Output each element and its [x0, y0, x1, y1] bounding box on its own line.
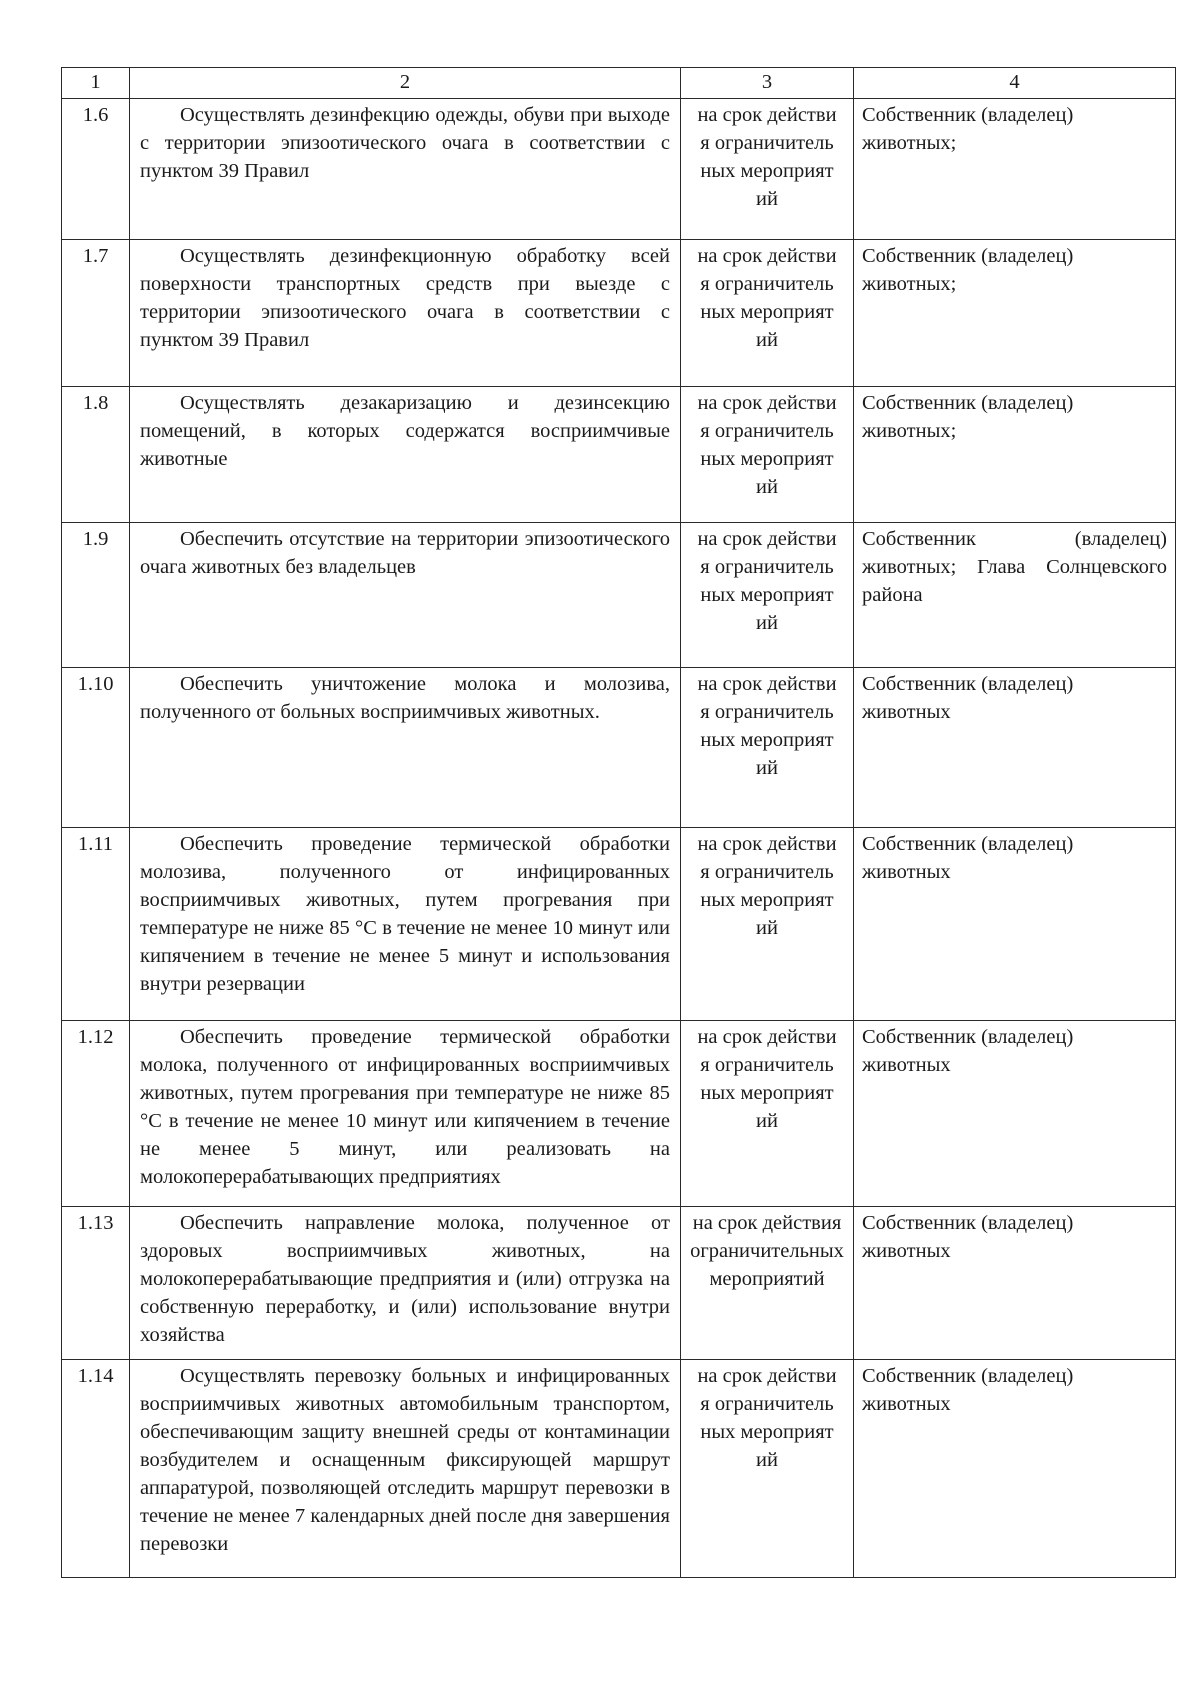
table-row: [62, 240, 1176, 387]
table-row: [62, 523, 1176, 668]
term-text: на срок действия ограничительных мероприятий: [697, 245, 837, 351]
responsible-cell: [854, 668, 1176, 828]
table-header-row: [62, 68, 1176, 99]
term-cell: [681, 1360, 854, 1578]
responsible-text: Собственник (владелец) животных: [862, 1365, 1074, 1415]
table-row: [62, 1207, 1176, 1360]
header-col-1: 1: [62, 68, 130, 99]
measure-text: Обеспечить отсутствие на территории эпизоотического очага животных без владельцев: [140, 528, 670, 578]
measure-cell: [130, 828, 681, 1021]
responsible-text: Собственник (владелец) животных: [862, 1212, 1074, 1262]
row-number: 1.8: [62, 387, 130, 523]
table-row: [62, 828, 1176, 1021]
responsible-cell: [854, 1021, 1176, 1207]
responsible-cell: [854, 99, 1176, 240]
row-number: 1.13: [62, 1207, 130, 1360]
row-number: 1.12: [62, 1021, 130, 1207]
measure-text: Осуществлять дезинфекционную обработку всей поверхности транспортных средств при выезде с территории эпизоотического очага в соответствии с пунктом 39 Правил: [140, 245, 670, 351]
measure-text: Обеспечить уничтожение молока и молозива, полученного от больных восприимчивых животных.: [140, 673, 670, 723]
responsible-text: Собственник (владелец) животных;: [862, 392, 1074, 442]
measure-text: Обеспечить проведение термической обработки молозива, полученного от инфицированных восприимчивых животных, путем прогревания при температуре не ниже 85 °С в течение не менее 10 минут или кипячением в течение не менее 5 минут и использования внутри резервации: [140, 833, 670, 995]
measure-cell: [130, 1207, 681, 1360]
responsible-cell: [854, 523, 1176, 668]
header-col-4: 4: [854, 68, 1176, 99]
term-text: на срок действия ограничительных мероприятий: [697, 1365, 837, 1471]
row-number: 1.11: [62, 828, 130, 1021]
term-cell: [681, 240, 854, 387]
responsible-cell: [854, 1207, 1176, 1360]
measure-text: Обеспечить проведение термической обработки молока, полученного от инфицированных восприимчивых животных, путем прогревания при температуре не ниже 85 °С в течение не менее 10 минут или кипячением в течение не менее 5 минут, или реализовать на молокоперерабатывающих предприятиях: [140, 1026, 670, 1188]
table-row: [62, 99, 1176, 240]
measure-cell: [130, 99, 681, 240]
term-text: на срок действия ограничительных мероприятий: [697, 1026, 837, 1132]
term-cell: [681, 99, 854, 240]
term-text: на срок действия ограничительных мероприятий: [697, 392, 837, 498]
term-text: на срок действия ограничительных мероприятий: [697, 104, 837, 210]
table-row: [62, 1021, 1176, 1207]
measure-cell: [130, 1360, 681, 1578]
responsible-cell: [854, 387, 1176, 523]
term-cell: [681, 668, 854, 828]
measure-text: Осуществлять дезакаризацию и дезинсекцию помещений, в которых содержатся восприимчивые животные: [140, 392, 670, 470]
header-col-3: 3: [681, 68, 854, 99]
responsible-text: Собственник (владелец) животных: [862, 1026, 1074, 1076]
responsible-cell: [854, 828, 1176, 1021]
responsible-text: Собственник (владелец) животных;: [862, 245, 1074, 295]
term-cell: [681, 523, 854, 668]
measure-text: Обеспечить направление молока, полученное от здоровых восприимчивых животных, на молокоперерабатывающие предприятия и (или) отгрузка на собственную переработку, и (или) использование внутри хозяйства: [140, 1212, 670, 1346]
responsible-text: Собственник (владелец) животных: [862, 833, 1074, 883]
table-row: [62, 1360, 1176, 1578]
responsible-cell: [854, 240, 1176, 387]
measure-cell: [130, 240, 681, 387]
table-row: [62, 387, 1176, 523]
term-text: на срок действия ограничительных мероприятий: [697, 528, 837, 634]
term-text: на срок действия ограничительных мероприятий: [690, 1212, 844, 1290]
measure-cell: [130, 523, 681, 668]
measure-cell: [130, 1021, 681, 1207]
row-number: 1.6: [62, 99, 130, 240]
responsible-text: Собственник (владелец) животных;: [862, 104, 1074, 154]
term-cell: [681, 1021, 854, 1207]
row-number: 1.10: [62, 668, 130, 828]
responsible-text: Собственник (владелец) животных: [862, 673, 1074, 723]
responsible-cell: [854, 1360, 1176, 1578]
row-number: 1.9: [62, 523, 130, 668]
measure-text: Осуществлять дезинфекцию одежды, обуви при выходе с территории эпизоотического очага в соответствии с пунктом 39 Правил: [140, 104, 670, 182]
term-cell: [681, 387, 854, 523]
responsible-text: Собственник (владелец) животных; Глава Солнцевского района: [862, 528, 1167, 606]
measures-table: [61, 67, 1176, 1578]
row-number: 1.14: [62, 1360, 130, 1578]
measure-text: Осуществлять перевозку больных и инфицированных восприимчивых животных автомобильным транспортом, обеспечивающим защиту внешней среды от контаминации возбудителем и оснащенным фиксирующей маршрут аппаратурой, позволяющей отследить маршрут перевозки в течение не менее 7 календарных дней после дня завершения перевозки: [140, 1365, 670, 1555]
term-cell: [681, 1207, 854, 1360]
header-col-2: 2: [130, 68, 681, 99]
measure-cell: [130, 668, 681, 828]
row-number: 1.7: [62, 240, 130, 387]
term-cell: [681, 828, 854, 1021]
term-text: на срок действия ограничительных мероприятий: [697, 833, 837, 939]
measure-cell: [130, 387, 681, 523]
table-row: [62, 668, 1176, 828]
term-text: на срок действия ограничительных мероприятий: [697, 673, 837, 779]
